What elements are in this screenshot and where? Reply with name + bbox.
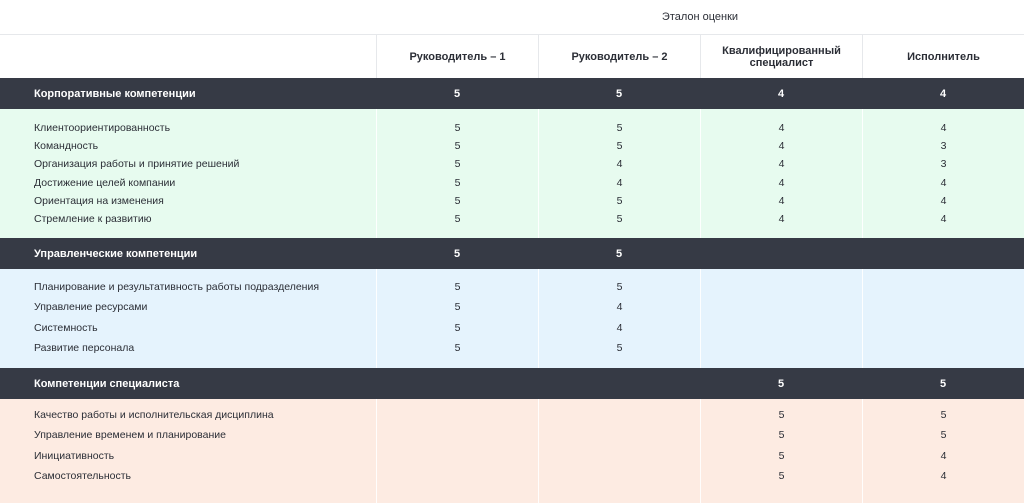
- score-value: 5: [454, 176, 461, 189]
- score-value: 3: [940, 140, 947, 153]
- group-header-specialist: [0, 368, 1024, 399]
- score-value: 4: [616, 321, 623, 334]
- score-value: 4: [940, 176, 947, 189]
- manager-2-values: [538, 399, 700, 503]
- manager-1-values: [376, 269, 538, 368]
- group-total: 5: [615, 87, 623, 100]
- score-value: 4: [940, 122, 947, 134]
- group-body-specialist: [0, 399, 1024, 503]
- score-value: 4: [940, 194, 947, 207]
- score-value: 4: [778, 213, 785, 226]
- score-value: 4: [940, 449, 947, 462]
- score-value: [539, 425, 700, 445]
- executor-values: [862, 269, 1024, 368]
- group-total: [862, 238, 1024, 269]
- score-value: [701, 277, 862, 297]
- score-value: 4: [778, 122, 785, 134]
- score-value: 4: [778, 140, 785, 153]
- score-value: 5: [940, 409, 947, 421]
- score-value: 5: [616, 341, 623, 354]
- group-name: Корпоративные компетенции: [34, 87, 196, 100]
- score-value: [539, 466, 700, 486]
- column-header-qualified-specialist: Квалифицированный специалист: [700, 35, 862, 78]
- score-value: 5: [616, 194, 623, 207]
- manager-2-values: [538, 269, 700, 368]
- score-value: 5: [454, 140, 461, 153]
- score-value: [539, 405, 700, 425]
- group-name: Компетенции специалиста: [34, 377, 180, 390]
- score-value: 5: [778, 469, 785, 482]
- group-body-corporate: [0, 109, 1024, 238]
- group-total: 4: [777, 87, 785, 100]
- competency-name: Достижение целей компании: [34, 176, 176, 189]
- executor-values: [862, 399, 1024, 503]
- score-value: 5: [940, 429, 947, 442]
- competency-name: Управление временем и планирование: [34, 429, 226, 442]
- competency-name: Планирование и результативность работы подразделения: [34, 281, 320, 293]
- header-spacer: [0, 35, 376, 78]
- competency-name: Инициативность: [34, 449, 115, 462]
- score-value: [377, 466, 538, 486]
- executor-values: [862, 109, 1024, 238]
- score-value: 5: [454, 122, 461, 134]
- column-header-manager-2: Руководитель – 2: [538, 35, 700, 78]
- column-header-executor: Исполнитель: [862, 35, 1024, 78]
- score-value: [863, 277, 1024, 297]
- competency-name: Качество работы и исполнительская дисциплина: [34, 409, 274, 421]
- score-value: 4: [940, 469, 947, 482]
- score-value: 4: [616, 158, 623, 171]
- score-value: 5: [454, 194, 461, 207]
- score-value: 5: [616, 140, 623, 153]
- group-total: 5: [615, 247, 623, 260]
- score-value: 5: [778, 409, 785, 421]
- score-value: 5: [778, 429, 785, 442]
- group-header-managerial: [0, 238, 1024, 269]
- qualified-specialist-values: [700, 109, 862, 238]
- competency-names: [0, 269, 376, 368]
- manager-1-values: [376, 399, 538, 503]
- group-total: 4: [939, 87, 947, 100]
- manager-2-values: [538, 109, 700, 238]
- group-name: Управленческие компетенции: [34, 247, 198, 260]
- score-value: 4: [940, 213, 947, 226]
- score-value: 5: [616, 213, 623, 226]
- competency-names: [0, 399, 376, 503]
- score-value: 4: [616, 176, 623, 189]
- group-body-managerial: [0, 269, 1024, 368]
- score-value: [701, 297, 862, 317]
- column-header-row: [0, 35, 1024, 78]
- score-value: [377, 405, 538, 425]
- score-value: 5: [454, 321, 461, 334]
- competency-names: [0, 109, 376, 238]
- manager-1-values: [376, 109, 538, 238]
- score-value: 4: [616, 301, 623, 314]
- title-spacer: [0, 0, 376, 34]
- score-value: [539, 446, 700, 466]
- score-value: 5: [454, 213, 461, 226]
- score-value: 5: [454, 341, 461, 354]
- score-value: [377, 425, 538, 445]
- score-value: 4: [778, 176, 785, 189]
- group-total: [700, 238, 862, 269]
- score-value: 4: [778, 194, 785, 207]
- competency-name: Самостоятельность: [34, 469, 132, 482]
- score-value: [701, 338, 862, 358]
- score-value: [863, 318, 1024, 338]
- competency-name: Системность: [34, 321, 98, 334]
- score-value: 5: [454, 301, 461, 314]
- group-total: 5: [939, 377, 947, 390]
- group-total: [538, 368, 700, 399]
- group-total: [376, 368, 538, 399]
- qualified-specialist-values: [700, 399, 862, 503]
- table-title-row: [0, 0, 1024, 35]
- score-value: 3: [940, 158, 947, 171]
- score-value: 5: [454, 281, 461, 293]
- competency-name: Клиентоориентированность: [34, 122, 171, 134]
- score-value: 5: [454, 158, 461, 171]
- group-header-corporate: [0, 78, 1024, 109]
- competency-name: Стремление к развитию: [34, 213, 152, 226]
- score-value: [377, 446, 538, 466]
- competency-name: Организация работы и принятие решений: [34, 158, 240, 171]
- competency-name: Развитие персонала: [34, 341, 135, 354]
- competency-name: Командность: [34, 140, 99, 153]
- competency-name: Ориентация на изменения: [34, 194, 164, 207]
- score-value: 5: [616, 281, 623, 293]
- column-header-manager-1: Руководитель – 1: [376, 35, 538, 78]
- score-value: [701, 318, 862, 338]
- group-total: 5: [453, 247, 461, 260]
- group-total: 5: [453, 87, 461, 100]
- table-title: Эталон оценки: [661, 11, 739, 23]
- score-value: [863, 338, 1024, 358]
- score-value: [863, 297, 1024, 317]
- score-value: 4: [778, 158, 785, 171]
- competency-name: Управление ресурсами: [34, 301, 148, 314]
- score-value: 5: [778, 449, 785, 462]
- group-total: 5: [777, 377, 785, 390]
- qualified-specialist-values: [700, 269, 862, 368]
- score-value: 5: [616, 122, 623, 134]
